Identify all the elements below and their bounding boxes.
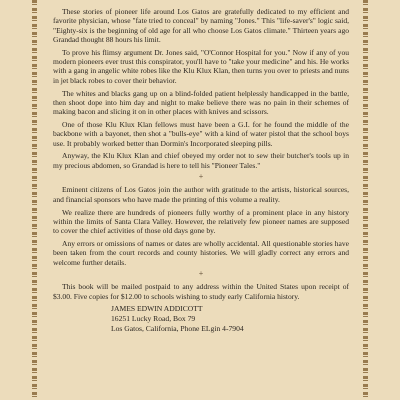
errors-paragraph: Any errors or omissions of names or dates are wholly accidental. All questionable stories have been taken from the court records and county histories. We will gladly correct any errors and welcome further details.	[53, 238, 349, 267]
author-street: 16251 Lucky Road, Box 79	[111, 314, 196, 324]
hospital-paragraph: To prove his flimsy argument Dr. Jones said, "O'Connor Hospital for you." Now if any of you modern pioneers ever trust this conspirator, you'll have to "take your medicine" and his. He works with a gang in angelic white robes like the Klu Klux Klan, then turns you over to priests and nuns in jet black robes to cover their behavior.	[53, 47, 349, 85]
section-separator: +	[198, 269, 204, 279]
author-city-phone: Los Gatos, California, Phone ELgin 4-7904	[111, 324, 244, 334]
dedication-paragraph: These stories of pioneer life around Los Gatos are gratefully dedicated to my efficient and favorite physician, whose "fate tried to conceal" by naming "Jones." This "life-saver's" logic said, "Eighty-six is the beginning of old age for all who choose Los Gatos climate." Thirteen years ago Grandad thought 88 hours his limit.	[53, 7, 349, 45]
author-name: JAMES EDWIN ADDICOTT	[111, 304, 203, 314]
right-decorative-border	[363, 0, 368, 400]
patient-paragraph: The whites and blacks gang up on a blind-folded patient helplessly handicapped in the battle, then shoot dope into him day and night to make believe there was no pain in their schemes of making bacon and slicing it on in other places with knives and scissors.	[53, 88, 349, 117]
pioneers-paragraph: We realize there are hundreds of pioneers fully worthy of a prominent place in any history within the limits of Santa Clara Valley. However, the relatively few pioneer names are supposed to cover the chief activities of those old days gone by.	[53, 207, 349, 236]
gratitude-paragraph: Eminent citizens of Los Gatos join the author with gratitude to the artists, historical sources, and financial sponsors who have made the printing of this volume a reality.	[53, 185, 349, 204]
author-address	[53, 304, 349, 333]
gi-paragraph: One of those Klu Klux Klan fellows must have been a G.I. for he found the middle of the backbone with a bayonet, then shot a "bulls-eye" with a kind of water pistol that the school boys use. It probably worked better than Dormin's Incorporated sleeping pills.	[53, 119, 349, 148]
page-content	[53, 7, 349, 334]
section-separator: +	[198, 172, 204, 182]
pioneer-tales-paragraph: Anyway, the Klu Klux Klan and chief obeyed my order not to sew their butcher's tools up in my precious abdomen, so Grandad is here to tell his "Pioneer Tales."	[53, 151, 349, 170]
mailing-paragraph: This book will be mailed postpaid to any address within the United States upon receipt of $3.00. Five copies for $12.00 to schools wishing to study early California history.	[53, 282, 349, 301]
left-decorative-border	[32, 0, 37, 400]
